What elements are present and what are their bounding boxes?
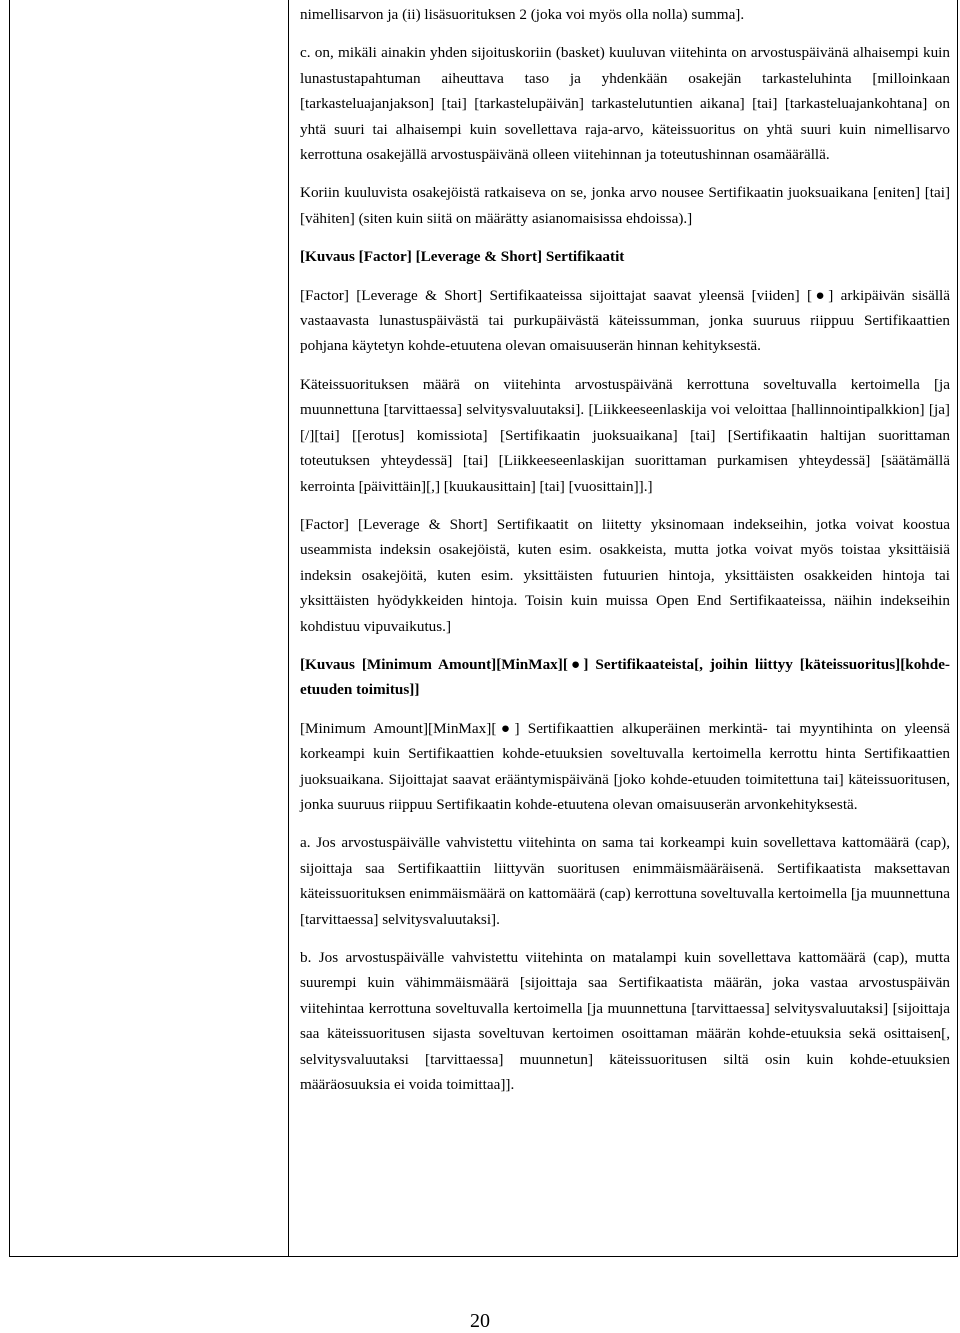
paragraph: a. Jos arvostuspäivälle vahvistettu viitehinta on sama tai korkeampi kuin sovellettava kattomäärä (cap), sijoittaja saa Sertifikaattiin liittyvän suoritusen enimmäismääräisenä. Sertifikaatista maksettavan käteissuorituksen enimmäismäärä on kattomäärä (cap) kerrottuna soveltuvalla kertoimella [ja muunnettuna [tarvittaessa] selvitysvaluutaksi].: [300, 834, 950, 928]
section-heading: [Kuvaus [Factor] [Leverage & Short] Sertifikaatit: [300, 248, 625, 266]
paragraph: nimellisarvon ja (ii) lisäsuorituksen 2 (joka voi myös olla nolla) summa].: [300, 6, 745, 23]
paragraph: b. Jos arvostuspäivälle vahvistettu viitehinta on matalampi kuin sovellettava kattomäärä (cap), mutta suurempi kuin vähimmäismäärä [sijoittaja saa Sertifikaatista määrän, joka vastaa arvostuspäivän viitehintaa kerrottuna soveltuvalla kertoimella [ja muunnettuna [tarvittaessa] selvitysvaluutaksi] [sijoittaja saa käteissuoritusen sijasta soveltuvan kertoimen osoittaman määrän kohde-etuuksia sekä osittaisen[, selvitysvaluutaksi [tarvittaessa] muunnetun] käteissuoritusen siltä osin kuin kohde-etuuksien määräosuuksia ei voida toimittaa]].: [300, 949, 950, 1094]
paragraph: Koriin kuuluvista osakejöistä ratkaiseva on se, jonka arvo nousee Sertifikaatin juoksuaikana [eniten] [tai] [vähiten] (siten kuin siitä on määrätty asianomaisissa ehdoissa).]: [300, 184, 950, 227]
paragraph: Käteissuorituksen määrä on viitehinta arvostuspäivänä kerrottuna soveltuvalla kertoimella [ja muunnettuna [tarvittaessa] selvitysvaluutaksi]. [Liikkeeseenlaskija voi veloittaa [hallinnointipalkkion] [ja][/][tai] [[erotus] komissiota] [Sertifikaatin juoksuaikana] [tai] [Sertifikaatin haltijan suorittaman toteutuksen yhteydessä] [tai] [Liikkeeseenlaskijan suorittaman purkamisen yhteydessä] [säätämällä kerrointa [päivittäin][,] [kuukausittain] [tai] [vuosittain]].]: [300, 375, 950, 495]
section-heading: [Kuvaus [Minimum Amount][MinMax][●] Sertifikaateista[, joihin liittyy [käteissuoritus][kohde-etuuden toimitus]]: [300, 655, 950, 699]
paragraph: [Factor] [Leverage & Short] Sertifikaateissa sijoittajat saavat yleensä [viiden] [●] arkipäivän sisällä vastaavasta lunastuspäivästä tai purkupäivästä käteissumman, jonka suuruus riippuu Sertifikaattien pohjana käytetyn kohde-etuutena olevan omaisuuserän hinnan kehityksestä.: [300, 286, 950, 355]
paragraph: [Factor] [Leverage & Short] Sertifikaatit on liitetty yksinomaan indekseihin, jotka voivat koostua useammista indeksin osakejöistä, kuten esim. osakkeista, mutta jotka voivat myös toistaa yksittäisiä indeksin osakejöitä, kuten esim. yksittäisten futuurien hintoja, yksittäisten osakkeiden hintoja tai yksittäisten hyödykkeiden hintoja. Toisin kuin muissa Open End Sertifikaateissa, näihin indekseihin kohdistuu vipuvaikutus.]: [300, 515, 950, 635]
paragraph: [Minimum Amount][MinMax][●] Sertifikaattien alkuperäinen merkintä- tai myyntihinta on yleensä korkeampi kuin Sertifikaattien kohde-etuuksien soveltuvalla kertoimella kerrottu hinta Sertifikaattien juoksuaikana. Sijoittajat saavat erääntymispäivänä [joko kohde-etuuden toimitettuna tai] käteissuoritusen, jonka suuruus riippuu Sertifikaatin kohde-etuutena olevan omaisuuserän arvonkehityksestä.: [300, 719, 950, 813]
paragraph: c. on, mikäli ainakin yhden sijoituskoriin (basket) kuuluvan viitehinta on arvostuspäivänä alhaisempi kuin lunastustapahtuman aiheuttava taso ja yhdenkään osakejän tarkasteluhinta [milloinkaan [tarkasteluajanjakson] [tai] [tarkastelupäivän] tarkastelutuntien aikana] [tai] [tarkasteluajankohtana] on yhtä suuri tai alhaisempi kuin sovellettava raja-arvo, käteissuoritus on yhtä suuri kuin nimellisarvo kerrottuna osakejällä arvostuspäivänä olleen viitehinnan ja toteutushinnan osamäärällä.: [300, 44, 950, 164]
page-number: 20: [470, 1310, 490, 1332]
column-divider: [288, 0, 289, 1257]
document-body: [300, 2, 950, 1110]
